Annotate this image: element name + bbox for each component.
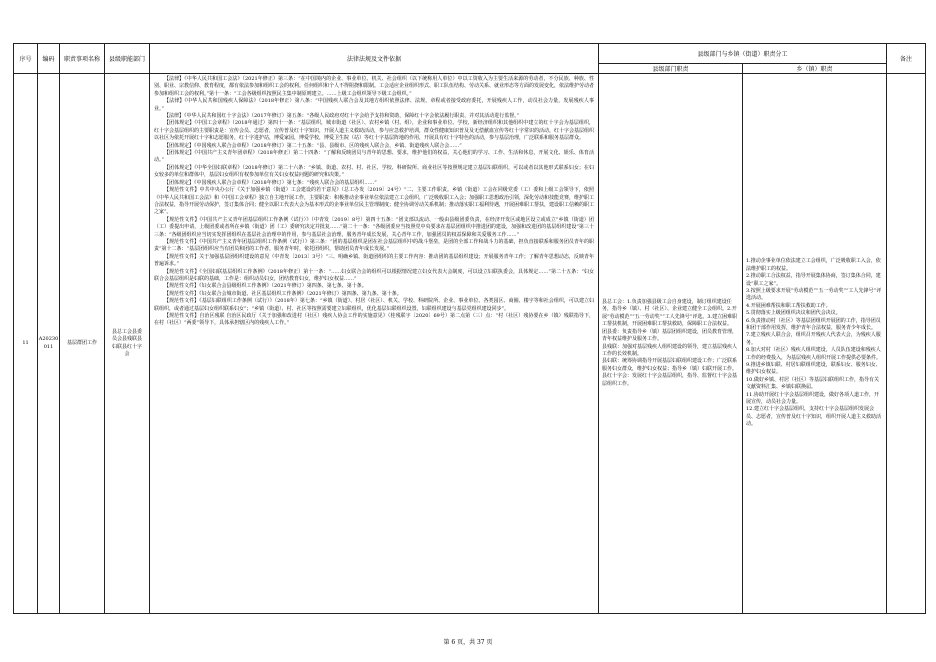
law-paragraph: 【规范性文件】《妇女联合会城市街道、社区基层组织工作条例》（2021年修订）第四条、第九条、第十条。 [164, 290, 402, 297]
law-paragraph: 【法律】《中华人民共和国残疾人保障法》（2018年修正）第八条：“中国残疾人联合会及其地方组织依照法律、法规、章程或者接受政府委托，开展残疾人工作，动员社会力量，发展残疾人事业。” [154, 98, 594, 112]
header-row-1 [14, 44, 926, 64]
town-duty-item: 6.负责推动村（社区）等基层团组织开展团的工作，指导团员和团干部作用发挥，维护青年合法权益，服务青少年成长。 [746, 317, 881, 331]
law-paragraph: 【法律】《中华人民共和国红十字会法》（2017年修订）第五条：“各级人民政府对红十字会给予支持和资助，保障红十字会依法履行职责，并对其活动进行监督。” [164, 113, 520, 120]
town-duty-item: 12.建立红十字会基层组织，支持红十字会基层组织发展会员、志愿者，宣传普及红十字知识，组织开展人道主义救助活动。 [746, 406, 882, 428]
law-paragraph: 【团体规定】《中国残疾人联合会章程》（2018年修订）第二十五条：“县、县级市、区的残疾人联合会，乡镇、街道残疾人联合会……” [164, 142, 462, 149]
header-town-duty: 乡（镇）职责 [743, 64, 887, 74]
header-item-name: 职责事项名称 [60, 44, 105, 74]
town-duty-item: 1.推动企事业单位依法建立工会组织，广泛吸收职工入会，依法维护职工的权益。 [746, 258, 881, 272]
law-paragraph: 【团体规定】《中国工会章程》（2018年通过）第四十一条：“基层组织，城市街道（社区）、农村乡镇（村、组），企业和事业单位、学校、新经济组织和其他组织中建立的红十字会为基层组织，红十字会基层组织的主要职责是：宣传会员、志愿者，宣传普及红十字知识，开展人道主义救助活动，参与应急救护培训，群众性健康知识普及及无偿献血宣传等红十字常识的活动。红十字会基层组织以社区为依托开展红十字和志愿服务，红十字进护站，博爱家园，博爱学校，博爱卫生院（站）等红十字基层阵地的作用，开展具有红十字特色的活动，参与基层治理，广泛联系和服务基层群众。 [154, 120, 595, 142]
page-footer: 第 6 页，共 37 页 [443, 639, 493, 646]
row-remark [887, 74, 926, 614]
row-item-name: 基层群团工作 [60, 74, 105, 614]
header-seq: 序号 [14, 44, 38, 74]
law-paragraph: 【团体规定】《中华全国妇联章程》（2018年修订）第二十六条：“乡镇、街道、农村、村、社区、学校、科研院所、商业社区等按照规定建立基层妇联组织，可以或者以其他形式联系妇女；在妇女较多的单位和群体中，基层妇女组织有权参加单位有关妇女权益问题的研究和决策。” [154, 164, 594, 179]
header-remark: 备注 [887, 44, 926, 74]
county-duty-item: 县残联：加强对基层残疾人组织建设的领导，建立基层残疾人工作的长效机制。 [602, 343, 738, 357]
town-duty-cell [743, 74, 887, 614]
county-duty-item: 县妇联：统筹协调指导开展基层妇联组织建设工作；广泛联系服务妇女群众，维护妇女权益；指导乡（镇）妇联开展工作。 [602, 358, 738, 372]
row-county-dept: 县总工会县委员会县残联县妇联县红十字会 [105, 74, 150, 614]
header-division: 县级部门与乡镇（街道）职责分工 [599, 44, 887, 64]
header-code: 编码 [38, 44, 60, 74]
law-paragraph: 【团体规定】《中国共产主义青年团章程》（2018年修正）第二十四条：“了解和反映团员与青年的思想、要求，维护他们的权益，关心他们的学习、工作、生活和休息，开展文化、娱乐、体育活动。” [154, 150, 594, 164]
town-duty-item: 2.推动职工合法权益，指导开展集体协商，签订集体合同，建设“职工之家”。 [746, 273, 881, 287]
law-paragraph: 【规范性文件】关于加强基层团组织建设的意见（中青发〔2013〕3号）“三、明确乡镇、街道团组织的主要工作内容：推动团的基层组织建设；开展服务青年工作；了解青年思想动态，反映青年普遍诉求。” [154, 253, 594, 268]
law-paragraph: 【规范性文件】自治区残联 自治区民政厅《关于加强和改进村（社区）残疾人协会工作的实施意见》（桂残联字〔2020〕69号）第二点第（三）点：“村（社区）残协要在乡（镇）残联指导下，在村（社区）“两委”领导下，具体承担辖区内的残疾人工作。” [154, 313, 594, 327]
header-county-duty: 县级部门职责 [599, 64, 743, 74]
town-duty-item: 9.推进乡镇妇联、村居妇联组织建设，联系妇女、服务妇女、维护妇女权益。 [746, 362, 881, 376]
row-code: A20230011 [38, 74, 60, 614]
header-county-dept: 县级职能部门 [105, 44, 150, 74]
town-duty-item: 7.建立残疾人联合会，组织召开残疾人代表大会，为残疾人服务。 [746, 332, 881, 346]
county-duty-item: 县红十字会：发展红十字会基层组织，指导、监督红十字会基层组织工作。 [602, 373, 738, 387]
law-paragraph: 【规范性文件】《中国共产主义青年团基层组织工作条例（试行）》第三条：“团的基层组织是团在社会基层组织中的战斗堡垒，是团的全部工作和战斗力的基础，担负直接联系和服务团员青年的职责”第十二条：“基层团组织应当有团员和团的工作者，服务青年时，依托团组织，帮助团员青年成长发展。” [154, 238, 594, 253]
law-paragraph: 【法律】《中华人民共和国工会法》（2021年修正）第三条：“在中国境内的企业、事业单位、机关、社会组织（以下统称用人单位）中以工资收入为主要生活来源的劳动者，不分民族、种族、性别、职业、宗教信仰、教育程度，都有依法参加和组织工会的权利。任何组织和个人不得阻挠和限制。工会适应企业组织形式、职工队伍结构、劳动关系、就业形态等方面的发展变化，依法维护劳动者参加和组织工会的权利。”第十一条：“工会各级组织按照民主集中制原则建立。……上级工会组织领导下级工会组织。” [154, 76, 595, 97]
town-duty-item: 3.按照上级要求开展“劳动模范”“五一劳动奖”“工人先锋号”评选活动。 [746, 287, 882, 302]
table-row [14, 74, 926, 614]
county-duty-item: 团县委：负责指导乡（镇）基层团组织建设，团员教育管理，青年权益维护及服务工作。 [602, 328, 738, 343]
duty-table [13, 43, 926, 614]
law-paragraph: 【团体规定】《中国残疾人联合会章程》（2018年修订）第七条：“残疾人联合会的基层组织……” [164, 179, 377, 186]
town-duty-item: 5.贯彻落实上级团组织决议和团代会决议。 [746, 310, 841, 317]
law-paragraph: 【规范性文件】《妇女联合会县级组织工作条例》（2021年修订）第四条、第七条、第十条。 [164, 283, 367, 290]
town-duty-item: 10.做好乡镇、村居（社区）等基层妇联组织工作，指导有关文献资料汇集、乡镇妇联换届。 [746, 376, 879, 391]
law-paragraph: 【规范性文件】《全国妇联基层组织工作条例》（2018年修正）第十一条：“……妇女联合会的组织可以根据情况建立妇女代表大会制度，可以设立妇联执委会，具体规定……”第二十五条：“妇女联合会基层组织是妇联的基础，工作是：组织动员妇女，团结教育妇女，维护妇女权益……” [154, 268, 594, 282]
county-duty-cell [599, 74, 743, 614]
law-paragraph: 【规范性文件】《基层妇联组织工作条例（试行）》（2018年）第七条：“乡镇（街道）、村居（社区）、机关、学校、科研院所、企业、事业单位、各类园区、商圈、楼宇等和社会组织，可以建立妇联组织，或者通过基层妇女组织联系妇女”；“乡镇（街道）、村、社区等按照需要建立妇联组织，优化基层妇联组织设置，妇联组织建设与基层党组织建设同步”。 [154, 298, 594, 312]
town-duty-item: 8.加大对村（社区）残疾人组织建设，人员队伍建设和残疾人工作的经费投入，为基层残疾人组织开展工作提供必要条件。 [746, 347, 882, 361]
town-duty-item: 4.开展困难帮扶和职工帮扶救助工作。 [746, 302, 831, 309]
law-paragraph: 【规范性文件】《中国共产主义青年团基层组织工作条例（试行）》（中青发〔2019〕8号）第四十五条：“团支部以流动、一般由县级团委负责，在经济开发区或地区设立或成立”乡镇（街道）团（工）委提出申请，上级团委或者所在乡镇（街道）团（工）委研究决定并批复……”第二十一条：“各级团委应当按照党中央要求在基层团组织中推进团的建设，加强和改进团的基层组织建设”第三十三条：“各级团组织应当切实发挥团组织在基层社会治理中的作用，参与基层社会治理，服务青年成长发展，关心青年工作，加强团员的权益保障和关爱服务工作……” [154, 216, 594, 238]
row-seq: 11 [14, 74, 38, 614]
town-duty-item: 11.协助开展红十字会基层组织建设，做好各项人道工作，开展宣传，动员社会力量。 [746, 391, 879, 406]
header-laws: 法律法规及文件依据 [150, 44, 599, 74]
laws-cell [150, 74, 599, 614]
county-duty-item: 县总工会：1.负责加强县级工会自身建设，制订组织建设任务，指导乡（镇）、村（社区）、企业建立健全工会组织。2.开展“劳动模范”“五一劳动奖”“工人先锋号”评选。3.建立困难职工帮扶机制，开展困难职工帮扶救助，保障职工合法权益。 [602, 299, 738, 328]
law-paragraph: 【规范性文件】中共中央办公厅《关于加强乡镇（街道）工会建设的若干意见》（总工办发〔2019〕24号）“二、主要工作职责。乡镇（街道）工会在同级党委（工）委和上级工会领导下，依照《中华人民共和国工会法》和《中国工会章程》独立自主地开展工作，主要职责：积极推动企事业单位依法建立工会组织，广泛吸收职工入会；加强职工思想政治引领，深化劳动和技能竞赛，维护职工合法权益，指导开展劳动保护，签订集体合同；健全以职工代表大会为基本形式的企事业单位民主管理制度；健全协调劳动关系机制；推动落实职工福利待遇，开展困难职工帮扶，建设职工信赖的职工之家”。 [154, 187, 595, 216]
